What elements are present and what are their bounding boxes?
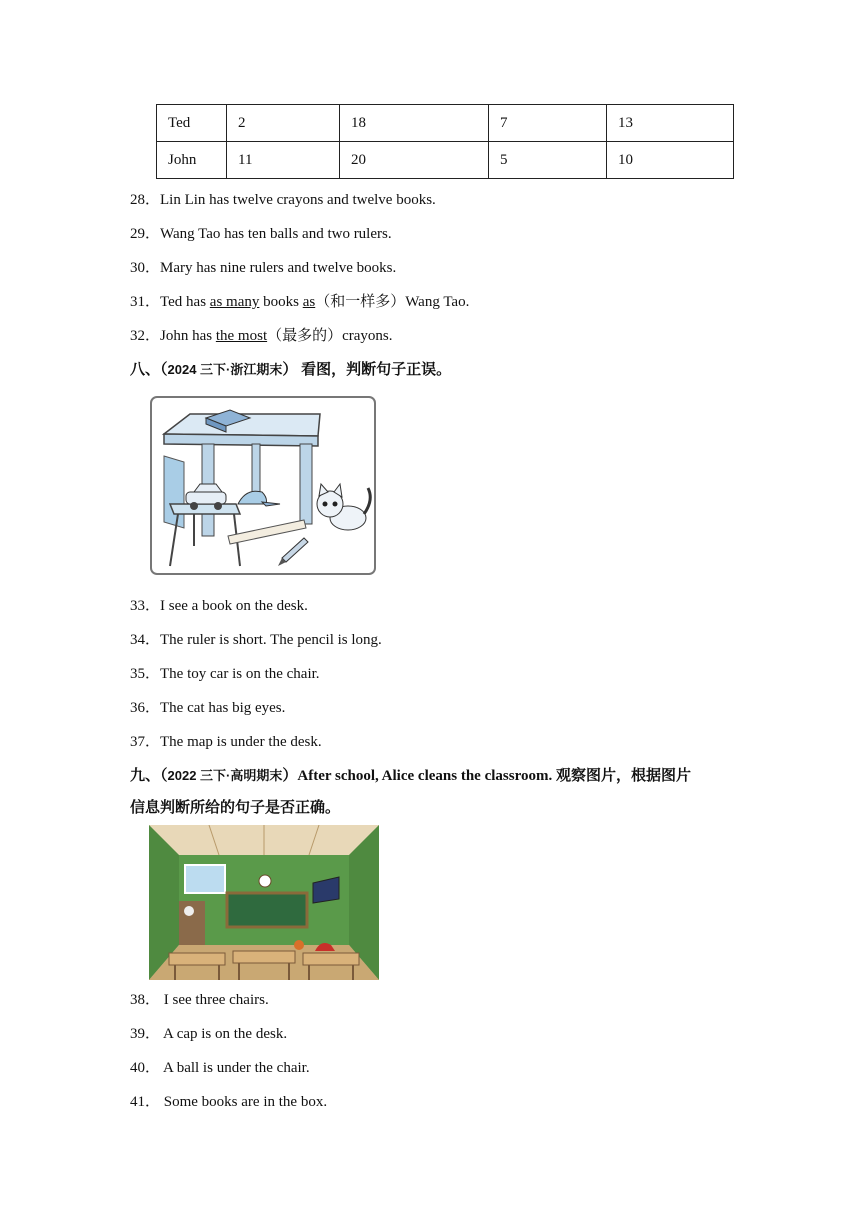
classroom-picture <box>149 825 379 980</box>
question-34: 34．The ruler is short. The pencil is long. <box>130 632 382 648</box>
table-cell: 13 <box>607 105 734 142</box>
question-33: 33．I see a book on the desk. <box>130 598 308 614</box>
table-cell: 10 <box>607 142 734 179</box>
question-40: 40． A ball is under the chair. <box>130 1060 310 1076</box>
section-9-heading-line2: 信息判断所给的句子是否正确。 <box>130 800 341 816</box>
table-cell: 20 <box>340 142 489 179</box>
score-table <box>156 104 734 179</box>
section-8-heading: 八、（2024 三下·浙江期末） 看图，判断句子正误。 <box>130 362 452 378</box>
desk-scene-picture <box>150 396 376 576</box>
table-cell: 2 <box>227 105 340 142</box>
table-cell: Ted <box>157 105 227 142</box>
question-28: 28．Lin Lin has twelve crayons and twelve books. <box>130 192 436 208</box>
question-30: 30．Mary has nine rulers and twelve books. <box>130 260 397 276</box>
table-cell: 18 <box>340 105 489 142</box>
question-35: 35．The toy car is on the chair. <box>130 666 320 682</box>
table-row <box>157 105 734 142</box>
table-cell: 5 <box>489 142 607 179</box>
question-39: 39． A cap is on the desk. <box>130 1026 288 1042</box>
question-29: 29．Wang Tao has ten balls and two rulers. <box>130 226 392 242</box>
question-37: 37．The map is under the desk. <box>130 734 322 750</box>
table-row <box>157 142 734 179</box>
question-36: 36．The cat has big eyes. <box>130 700 286 716</box>
question-41: 41． Some books are in the box. <box>130 1094 328 1110</box>
section-9-heading: 九、（2022 三下·高明期末）After school, Alice cleans the classroom. 观察图片，根据图片 <box>130 768 691 784</box>
question-32: 32．John has the most（最多的）crayons. <box>130 328 393 344</box>
table-cell: John <box>157 142 227 179</box>
table-cell: 7 <box>489 105 607 142</box>
question-31: 31．Ted has as many books as（和一样多）Wang Tao. <box>130 294 470 310</box>
table-cell: 11 <box>227 142 340 179</box>
question-38: 38． I see three chairs. <box>130 992 269 1008</box>
